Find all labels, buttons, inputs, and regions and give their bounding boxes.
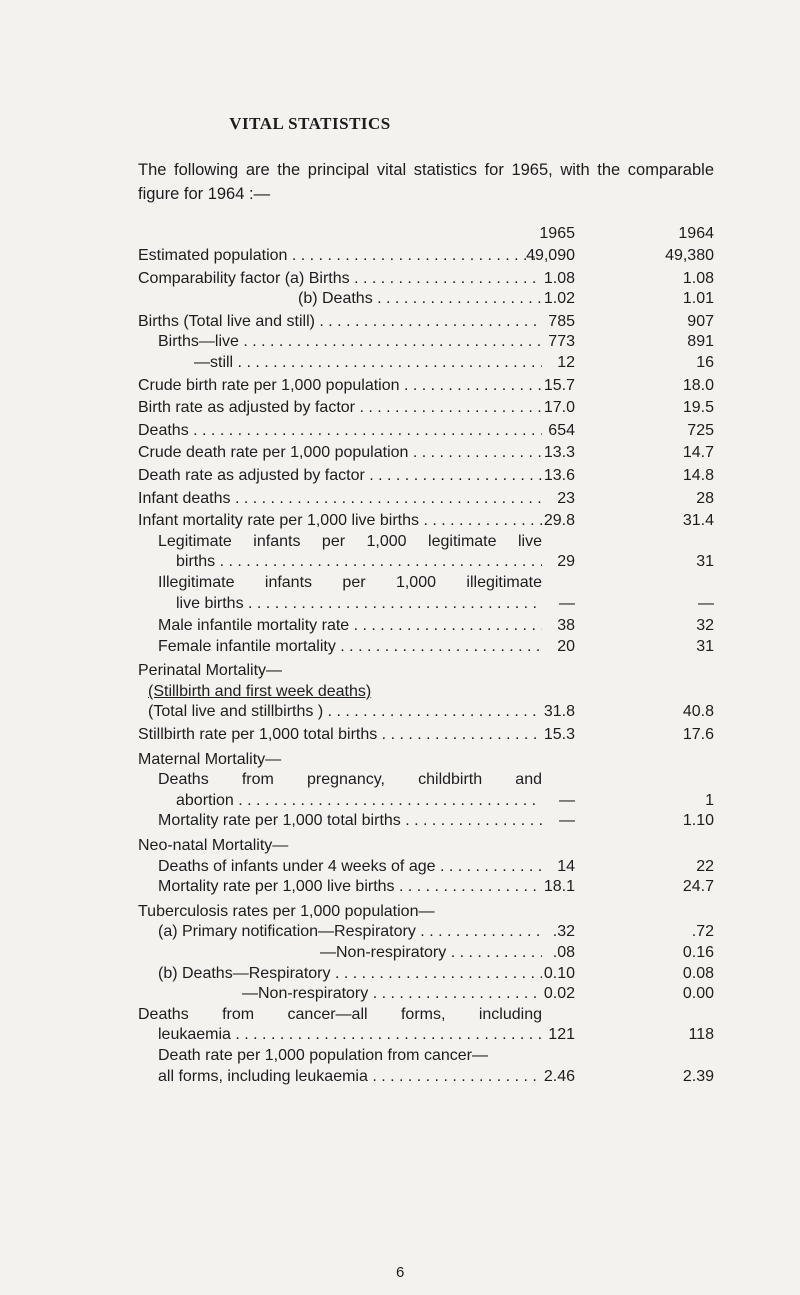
row-label: all forms, including leukaemia . . . [158,1067,542,1088]
value-1964: 725 [687,421,714,439]
value-1964: 40.8 [682,703,714,721]
value-1964: 19.5 [682,399,714,417]
row-label-text: (Stillbirth and first week deaths) [148,682,372,700]
row-label: Maternal Mortality— [138,750,282,768]
value-1964: 16 [696,353,714,371]
row-label: Neo-natal Mortality— [138,837,289,855]
value-1965: 0.02 [543,985,575,1003]
table-row [138,312,714,333]
value-1964: 14.7 [682,444,714,462]
value-1965: 654 [548,421,575,439]
row-label: Births—live . . . [158,332,542,353]
row-label: (b) Deaths . . . [298,289,542,310]
table-row [138,466,714,487]
table-row [138,443,714,464]
table-row [138,532,714,553]
value-1964: 17.6 [682,726,714,744]
value-1964: 0.16 [682,944,714,961]
table-row [138,943,714,964]
row-label: —still . . . [194,353,542,374]
value-1964: 0.00 [682,985,714,1003]
table-row [138,552,714,573]
value-1964: 49,380 [665,247,714,264]
row-label: Birth rate as adjusted by factor . . . [138,398,542,419]
table-row [138,922,714,943]
table-row [138,811,714,832]
table-row [138,616,714,637]
table-row [138,661,714,682]
value-1965: 20 [557,637,575,655]
table-row [138,725,714,746]
value-1965: — [559,791,575,809]
row-label: Death rate as adjusted by factor . . . [138,466,542,487]
row-label: Deaths from pregnancy, childbirth and [158,771,542,789]
row-label: Comparability factor (a) Births . . . [138,269,542,290]
row-label: Estimated population . . . [138,246,542,267]
value-1965: 38 [557,617,575,635]
row-label: Stillbirth rate per 1,000 total births . . . [138,725,542,746]
value-1965: 1.08 [543,269,575,287]
table-row [138,682,714,703]
page-number: 6 [396,1264,405,1281]
page-title: VITAL STATISTICS [229,114,391,133]
column-header-1965: 1965 [539,225,575,242]
table-row [138,1025,714,1046]
value-1965: 29.8 [543,512,575,530]
row-label: leukaemia . . . [158,1025,542,1046]
value-1964: 1.08 [682,269,714,287]
value-1964: 22 [696,857,714,875]
intro-paragraph: The following are the principal vital statistics for 1965, with the comparable figure for 1964 :— [138,161,714,203]
value-1965: — [559,812,575,830]
table-row [138,353,714,374]
table-row [138,573,714,594]
value-1964: — [698,594,714,612]
row-label: Legitimate infants per 1,000 legitimate live [158,532,542,550]
value-1965: .08 [552,944,575,961]
row-label: Crude death rate per 1,000 population . . . [138,443,542,464]
value-1965: 773 [548,333,575,351]
row-label: Infant deaths . . . [138,489,542,510]
table-row [138,1005,714,1026]
row-label: abortion . . . [176,791,542,812]
column-header-1964: 1964 [678,225,714,242]
row-label: Death rate per 1,000 population from cancer— [158,1046,488,1064]
value-1965: 18.1 [543,878,575,896]
value-1964: 31.4 [682,512,714,530]
value-1964: 24.7 [682,878,714,896]
row-label: Mortality rate per 1,000 total births . . . [158,811,542,832]
value-1965: 17.0 [543,399,575,417]
row-label: Infant mortality rate per 1,000 live births . . . [138,511,542,532]
value-1964: 2.39 [682,1067,714,1085]
value-1964: 14.8 [682,466,714,484]
table-row [138,836,714,857]
table-row [138,857,714,878]
row-label: (b) Deaths—Respiratory . . . [158,964,542,985]
value-1965: 15.3 [543,726,575,744]
row-label: Deaths . . . [138,421,542,442]
table-row [138,398,714,419]
value-1964: 32 [696,617,714,635]
table-row [138,421,714,442]
table-row [138,877,714,898]
table-row [138,269,714,290]
row-label: Male infantile mortality rate . . . [158,616,542,637]
value-1965: 2.46 [543,1067,575,1085]
table-row [138,791,714,812]
value-1964: .72 [691,923,714,941]
row-label: Deaths of infants under 4 weeks of age . . . [158,857,542,878]
row-label: Illegitimate infants per 1,000 illegitimate [158,573,542,591]
table-row [138,376,714,397]
row-label: Crude birth rate per 1,000 population . . . [138,376,542,397]
value-1964: 28 [696,489,714,507]
value-1965: 1.02 [543,290,575,308]
row-label: —Non-respiratory . . . [320,943,542,964]
value-1964: 31 [696,553,714,571]
row-label: Perinatal Mortality— [138,662,283,680]
row-label: (a) Primary notification—Respiratory . . . [158,922,542,943]
value-1964: 1.01 [682,290,714,308]
value-1964: 907 [687,312,714,330]
table-row [138,246,714,267]
table-row [138,637,714,658]
value-1964: 891 [687,333,714,351]
value-1965: 29 [557,553,575,571]
row-label [148,682,542,703]
row-label: Births (Total live and still) . . . [138,312,542,333]
table-row [138,902,714,923]
value-1964: 31 [696,637,714,655]
row-label: live births . . . [176,594,542,615]
value-1965: 0.10 [543,964,575,982]
value-1964: 0.08 [682,964,714,982]
row-label: Deaths from cancer—all forms, including [138,1005,542,1023]
table-row [138,511,714,532]
value-1964: 1 [705,791,714,809]
row-label: —Non-respiratory . . . [242,984,542,1005]
row-label: Tuberculosis rates per 1,000 population— [138,902,435,920]
table-row [138,332,714,353]
value-1964: 18.0 [682,376,714,394]
value-1965: .32 [552,923,575,941]
value-1965: 49,090 [526,247,575,264]
value-1965: 23 [557,489,575,507]
value-1965: 31.8 [543,703,575,721]
row-label: Mortality rate per 1,000 live births . . . [158,877,542,898]
value-1964: 1.10 [682,812,714,830]
row-label: (Total live and stillbirths ) . . . [148,702,542,723]
value-1965: 14 [557,857,575,875]
value-1964: 118 [688,1026,714,1044]
table-row [138,770,714,791]
table-row [138,1046,714,1067]
statistics-table [138,246,714,1087]
table-row [138,594,714,615]
table-row [138,489,714,510]
table-row [138,702,714,723]
value-1965: 121 [548,1026,575,1044]
table-row [138,289,714,310]
value-1965: 785 [548,312,575,330]
value-1965: 13.6 [543,466,575,484]
table-row [138,1067,714,1088]
value-1965: 15.7 [543,376,575,394]
value-1965: — [559,594,575,612]
row-label: Female infantile mortality . . . [158,637,542,658]
table-row [138,964,714,985]
table-row [138,750,714,771]
table-row [138,984,714,1005]
row-label: births . . . [176,552,542,573]
value-1965: 12 [557,353,575,371]
value-1965: 13.3 [543,444,575,462]
